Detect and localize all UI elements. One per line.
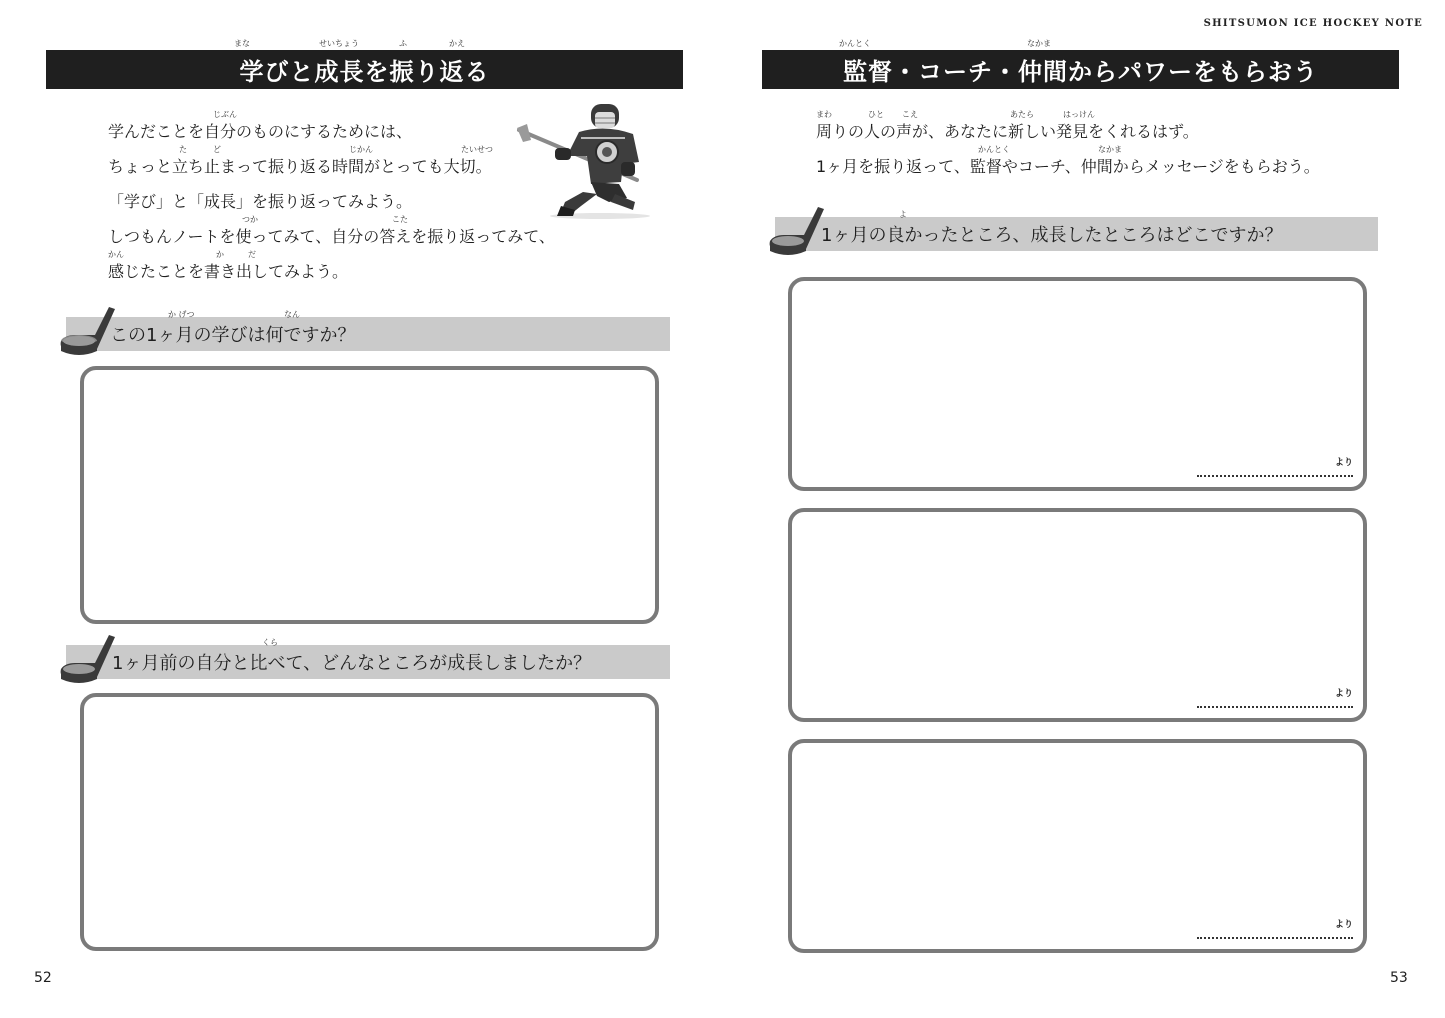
from-signature[interactable]: より <box>1197 686 1353 708</box>
page-number-right: 53 <box>1390 970 1408 986</box>
signature-line <box>1197 475 1353 477</box>
intro-line: かん か だ 感じたことを書き出してみよう。 <box>108 250 349 281</box>
right-intro-text <box>816 110 1320 184</box>
question-text: この1ヶ月の学びは何ですか？ <box>110 325 356 346</box>
answer-box-1[interactable] <box>80 366 659 624</box>
signature-line <box>1197 706 1353 708</box>
left-title-block <box>46 36 683 89</box>
from-signature[interactable]: より <box>1197 917 1353 939</box>
question-bar-2: くら 1ヶ月前の自分と比べて、どんなところが成長しましたか？ <box>66 645 670 679</box>
title-ruby: まな せいちょう ふ かえ <box>234 39 465 48</box>
hockey-stick-puck-icon <box>57 633 115 687</box>
page-title: 学びと成長を振り返る <box>46 50 683 89</box>
question-text: 1ヶ月前の自分と比べて、どんなところが成長しましたか？ <box>112 653 592 674</box>
answer-box-2[interactable] <box>80 693 659 951</box>
title-ruby: かんとく なかま <box>839 39 1051 48</box>
hockey-stick-puck-icon <box>57 305 115 359</box>
intro-line: 「学び」と「成長」を振り返ってみよう。 <box>108 192 413 211</box>
hockey-stick-puck-icon <box>766 205 824 259</box>
message-box-2[interactable] <box>788 508 1367 722</box>
message-box-3[interactable] <box>788 739 1367 953</box>
signature-line <box>1197 937 1353 939</box>
from-signature[interactable]: より <box>1197 455 1353 477</box>
message-box-1[interactable] <box>788 277 1367 491</box>
intro-line: まわ ひと こえ あたら はっけん 周りの人の声が、あなたに新しい発見をくれるはず。 <box>816 110 1199 141</box>
page-number-left: 52 <box>34 970 52 986</box>
left-intro-text <box>108 110 555 289</box>
question-bar-1: か げつ なん この1ヶ月の学びは何ですか？ <box>66 317 670 351</box>
intro-line: かんとく なかま 1ヶ月を振り返って、監督やコーチ、仲間からメッセージをもらおう。 <box>816 145 1320 176</box>
page-title: 監督・コーチ・仲間からパワーをもらおう <box>762 50 1399 89</box>
question-text: 1ヶ月の良かったところ、成長したところはどこですか？ <box>821 225 1283 246</box>
intro-line: つか こた しつもんノートを使ってみて、自分の答えを振り返ってみて、 <box>108 215 555 246</box>
series-title: SHITSUMON ICE HOCKEY NOTE <box>1203 18 1423 29</box>
hockey-player-illustration <box>515 98 650 223</box>
intro-line: じぶん 学んだことを自分のものにするためには、 <box>108 110 413 141</box>
intro-line: た ど じかん たいせつ ちょっと立ち止まって振り返る時間がとっても大切。 <box>108 145 493 176</box>
right-title-block <box>762 36 1399 89</box>
question-bar-3: よ 1ヶ月の良かったところ、成長したところはどこですか？ <box>775 217 1378 251</box>
